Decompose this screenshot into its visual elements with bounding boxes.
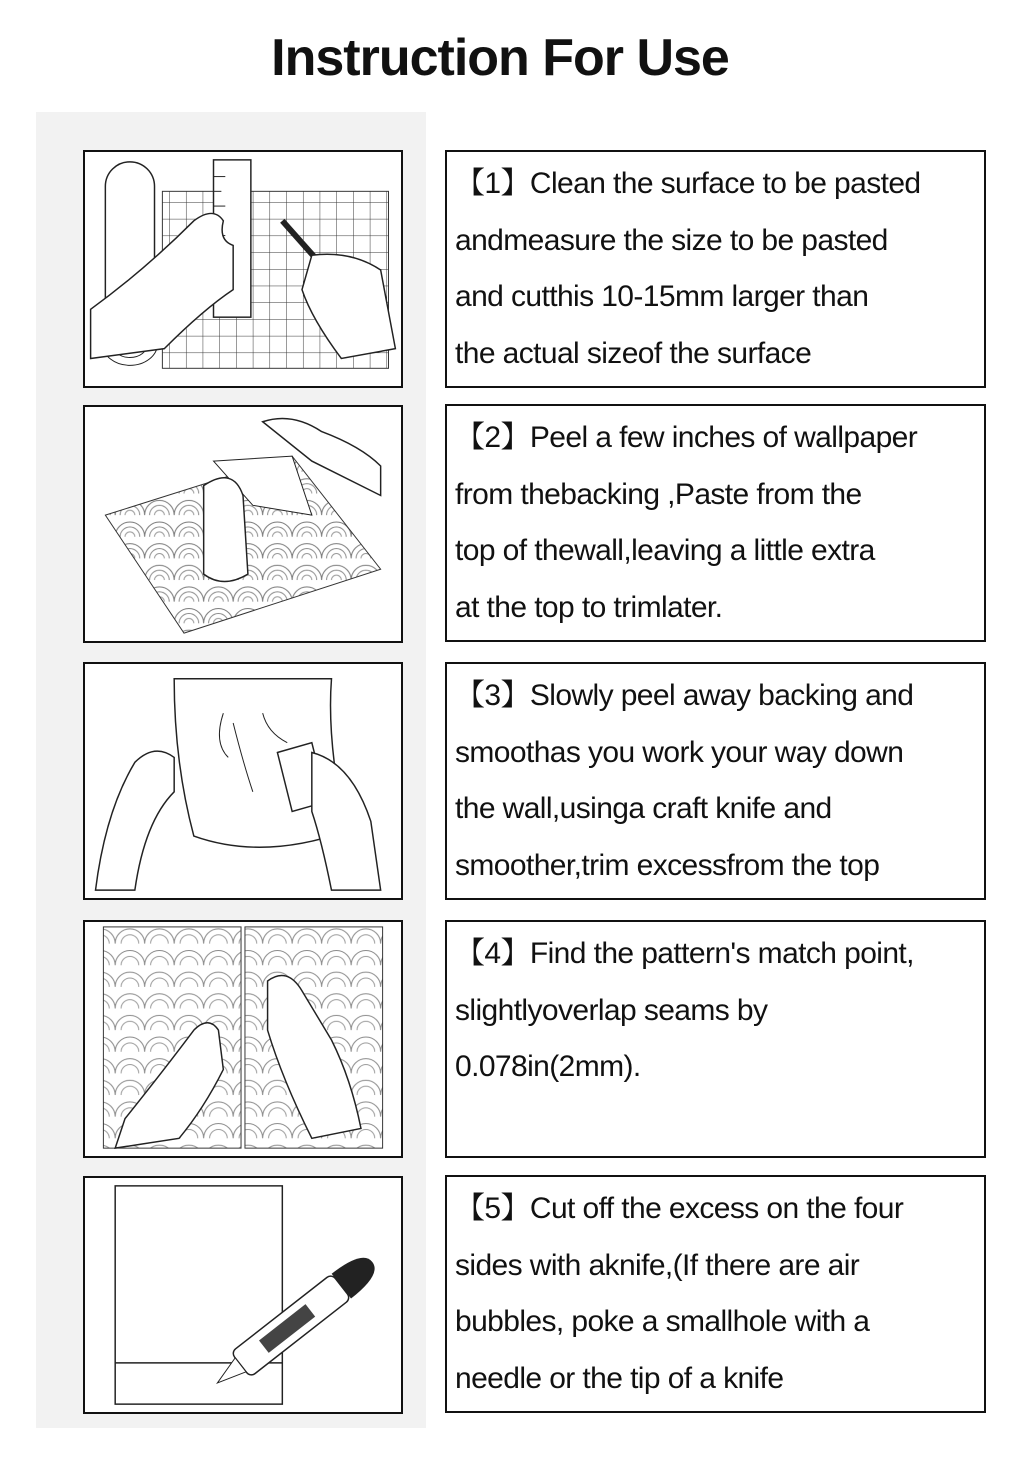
match-pattern-icon [85,922,401,1156]
step-3-illustration [83,662,403,900]
step-2-illustration [83,405,403,643]
step-5-line-3: bubbles, poke a smallhole with a [455,1305,870,1338]
step-1-line-3: and cutthis 10-15mm larger than [455,280,869,313]
measure-and-cut-icon [85,152,401,386]
step-5-line-2: sides with aknife,(If there are air [455,1248,860,1282]
step-5-line-4: needle or the tip of a knife [455,1361,784,1395]
step-5-text [445,1175,986,1413]
step-1-illustration [83,150,403,388]
smooth-wallpaper-icon [85,664,401,898]
step-4-line-2: slightlyoverlap seams by [455,993,768,1027]
step-4-line-3: 0.078in(2mm). [455,1050,641,1083]
step-3-line-3: the wall,usinga craft knife and [455,792,832,825]
trim-excess-icon [85,1178,401,1412]
step-1-text [445,150,986,388]
step-5-illustration [83,1176,403,1414]
step-3-line-2: smoothas you work your way down [455,735,904,769]
step-2-line-4: at the top to trimlater. [455,590,723,624]
peel-backing-icon [85,407,401,641]
step-1-line-1: 【1】Clean the surface to be pasted [455,167,921,200]
step-5-line-1: 【5】Cut off the excess on the four [455,1192,904,1225]
step-1-line-4: the actual sizeof the surface [455,336,812,370]
step-4-line-1: 【4】Find the pattern's match point, [455,937,914,970]
page-title: Instruction For Use [271,29,729,87]
step-3-line-1: 【3】Slowly peel away backing and [455,679,914,712]
step-2-line-2: from thebacking ,Paste from the [455,477,862,511]
step-2-line-1: 【2】Peel a few inches of wallpaper [455,421,918,454]
step-2-line-3: top of thewall,leaving a little extra [455,534,875,567]
step-1-line-2: andmeasure the size to be pasted [455,223,888,257]
step-2-text [445,404,986,642]
step-4-illustration [83,920,403,1158]
step-3-text [445,662,986,900]
step-3-line-4: smoother,trim excessfrom the top [455,848,880,882]
step-4-text [445,920,986,1158]
